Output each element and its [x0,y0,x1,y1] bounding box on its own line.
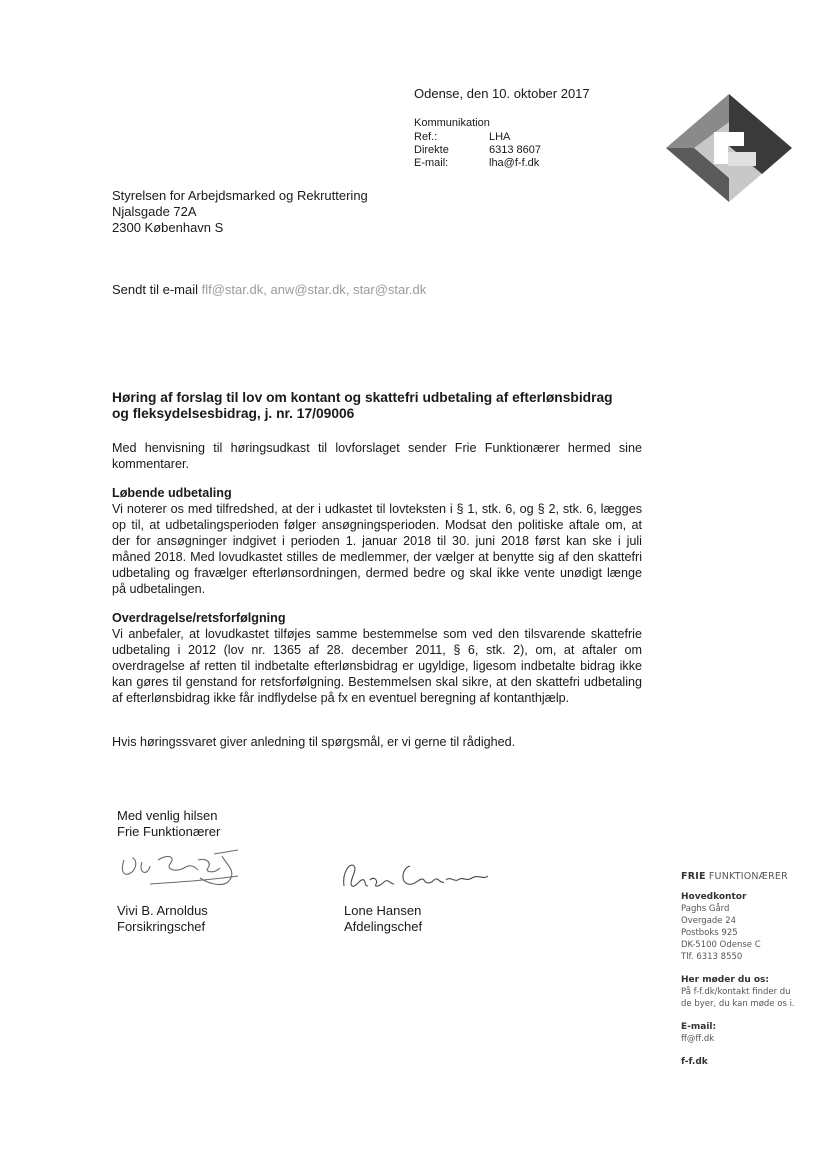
footer-email-label: E-mail: [681,1022,717,1032]
footer-hq-line: DK-5100 Odense C [681,940,761,950]
footer-meet-line: de byer, du kan møde os i. [681,999,795,1009]
email-separator: , [263,282,267,297]
intro-paragraph: Med henvisning til høringsudkast til lovforslaget sender Frie Funktionærer hermed sine kommentarer. [112,441,642,471]
section-heading: Løbende udbetaling [112,486,232,500]
subject-line: og fleksydelsesbidrag, j. nr. 17/09006 [112,406,355,421]
sent-to-line [112,282,426,298]
footer-hq-line: Overgade 24 [681,916,737,926]
footer-block [681,871,821,1068]
sender-meta-row-value: 6313 8607 [489,144,541,156]
subject-line: Høring af forslag til lov om kontant og skattefri udbetaling af efterlønsbidrag [112,390,613,405]
recipient-line: Styrelsen for Arbejdsmarked og Rekruttering [112,188,368,203]
sender-meta-row-value: LHA [489,131,511,143]
letter-date: Odense, den 10. oktober 2017 [414,86,590,101]
footer-meet-line: På f-f.dk/kontakt finder du [681,987,791,997]
signatory-name: Vivi B. Arnoldus [117,903,208,918]
section-paragraph: Vi anbefaler, at lovudkastet tilføjes samme bestemmelse som ved den tilsvarende skattefrie udbetaling i 2012 (lov nr. 1365 af 28. december 2011, § 6, stk. 2), om, at aftaler om overdragelse af retten til indbetalte efterlønsbidrag er ugyldige, ligesom indbetalte bidrag ikke kan gøres til genstand for retsforfølgning. Bestemmelsen skal sikre, at den skattefri udbetaling af efterlønsbidrag ikke får indflydelse på fx en eventuel beregning af kontanthjælp. [112,627,642,705]
company-logo [664,92,794,204]
sender-meta-row-value: lha@f-f.dk [489,157,540,169]
email-link[interactable]: star@star.dk [353,282,427,297]
email-link[interactable]: anw@star.dk [270,282,346,297]
greeting-line: Frie Funktionærer [117,824,221,839]
footer-email[interactable]: ff@ff.dk [681,1034,715,1044]
recipient-line: 2300 København S [112,220,224,235]
footer-org [681,871,821,883]
sender-department: Kommunikation [414,117,490,129]
footer-web[interactable]: f-f.dk [681,1057,708,1067]
sent-to-label: Sendt til e-mail [112,282,198,297]
sender-meta-row-label: Direkte [414,144,449,156]
footer-meet-label: Her møder du os: [681,975,770,985]
recipient-line: Njalsgade 72A [112,204,197,219]
section-paragraph: Vi noterer os med tilfredshed, at der i udkastet til lovteksten i § 1, stk. 6, og § 2, stk. 6, lægges op til, at udbetalingsperioden følger ansøgningsperioden. Modsat den politiske aftale om, at der for ansøgninger indgivet i perioden 1. januar 2018 til 30. juni 2018 først kan ske i juli måned 2018. Med lovudkastet stilles de medlemmer, der vælger at benytte sig af den skattefri udbetaling og fravælger efterlønsordningen, dermed bedre og skal ikke vente unødigt længe på udbetalingen. [112,502,642,596]
signature-arnoldus [110,842,250,894]
sender-meta-row-label: E-mail: [414,157,449,169]
email-link[interactable]: flf@star.dk [201,282,264,297]
footer-hq-line: Paghs Gård [681,904,730,914]
section-heading: Overdragelse/retsforfølgning [112,611,286,625]
footer-org-bold: FRIE [681,871,706,882]
signatory-title: Forsikringschef [117,919,206,934]
footer-hq-line: Tlf. 6313 8550 [681,952,743,962]
signatory-name: Lone Hansen [344,903,422,918]
greeting-line: Med venlig hilsen [117,808,218,823]
closing-paragraph: Hvis høringssvaret giver anledning til spørgsmål, er vi gerne til rådighed. [112,735,516,749]
signatory-title: Afdelingschef [344,919,423,934]
footer-hq-label: Hovedkontor [681,892,747,902]
email-separator: , [345,282,350,297]
sender-meta-row-label: Ref.: [414,131,438,143]
signature-hansen [338,856,498,896]
footer-org-rest: FUNKTIONÆRER [708,871,788,882]
footer-hq-line: Postboks 925 [681,928,738,938]
